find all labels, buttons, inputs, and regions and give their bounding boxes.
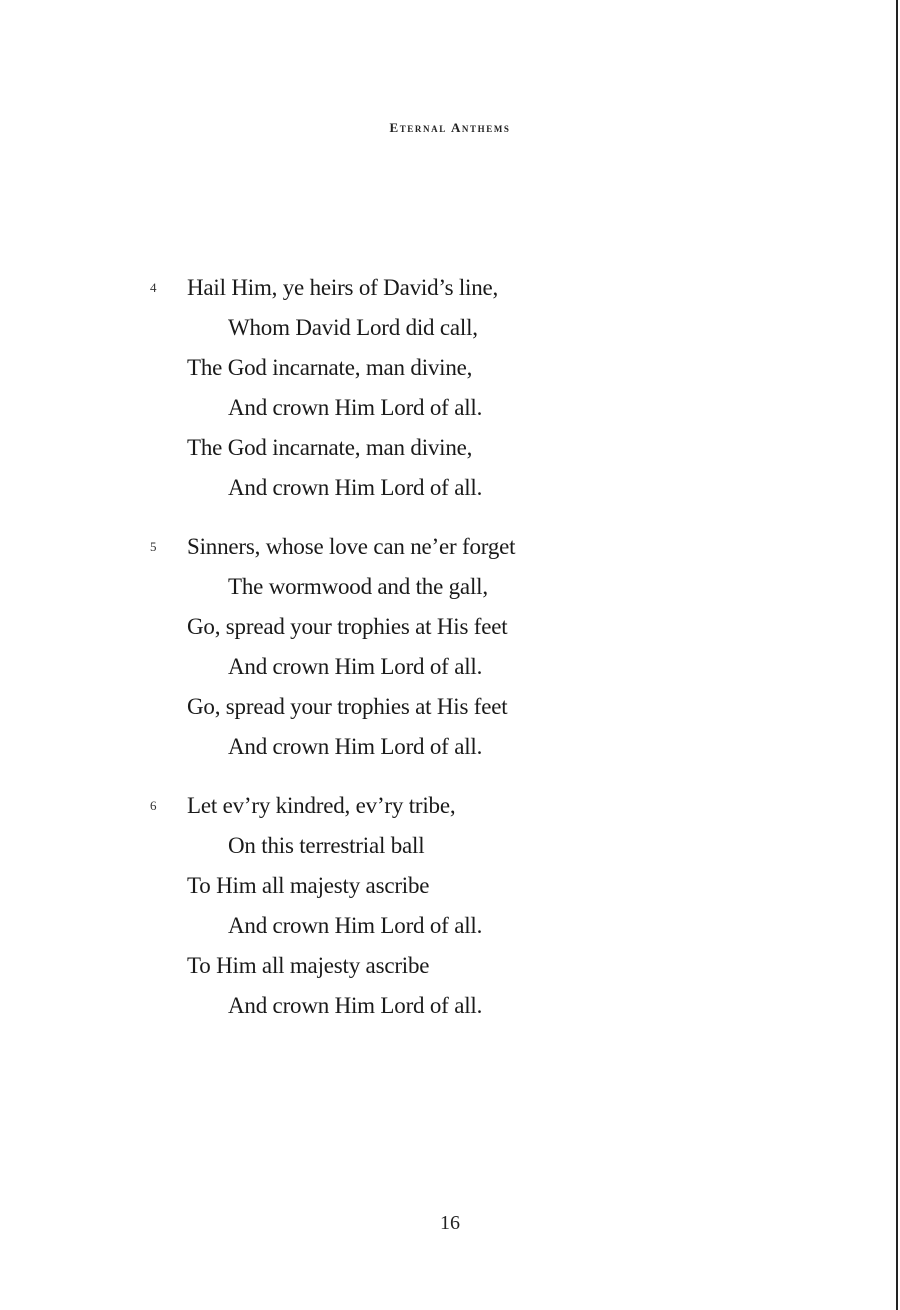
- verse-number: 6: [150, 798, 157, 813]
- hymn-line: The God incarnate, man divine,: [187, 435, 473, 460]
- hymn-line: Go, spread your trophies at His feet: [187, 694, 508, 719]
- verse-number: 5: [150, 539, 157, 554]
- hymn-line: And crown Him Lord of all.: [228, 734, 483, 759]
- running-head: Eternal Anthems: [389, 120, 511, 135]
- hymn-line: And crown Him Lord of all.: [228, 395, 483, 420]
- hymn-line: And crown Him Lord of all.: [228, 475, 483, 500]
- hymn-line: To Him all majesty ascribe: [187, 873, 430, 898]
- hymn-line: Let ev’ry kindred, ev’ry tribe,: [187, 793, 456, 818]
- hymn-line: Hail Him, ye heirs of David’s line,: [187, 275, 499, 300]
- verse-number: 4: [150, 280, 157, 295]
- hymn-line: And crown Him Lord of all.: [228, 993, 483, 1018]
- hymn-line: On this terrestrial ball: [228, 833, 425, 858]
- hymn-line: And crown Him Lord of all.: [228, 654, 483, 679]
- hymn-line: Sinners, whose love can ne’er forget: [187, 534, 516, 559]
- hymn-line: And crown Him Lord of all.: [228, 913, 483, 938]
- hymn-line: Whom David Lord did call,: [228, 315, 478, 340]
- hymn-line: The wormwood and the gall,: [228, 574, 488, 599]
- hymn-line: Go, spread your trophies at His feet: [187, 614, 508, 639]
- hymn-line: To Him all majesty ascribe: [187, 953, 430, 978]
- hymn-line: The God incarnate, man divine,: [187, 355, 473, 380]
- page-number: 16: [440, 1212, 460, 1234]
